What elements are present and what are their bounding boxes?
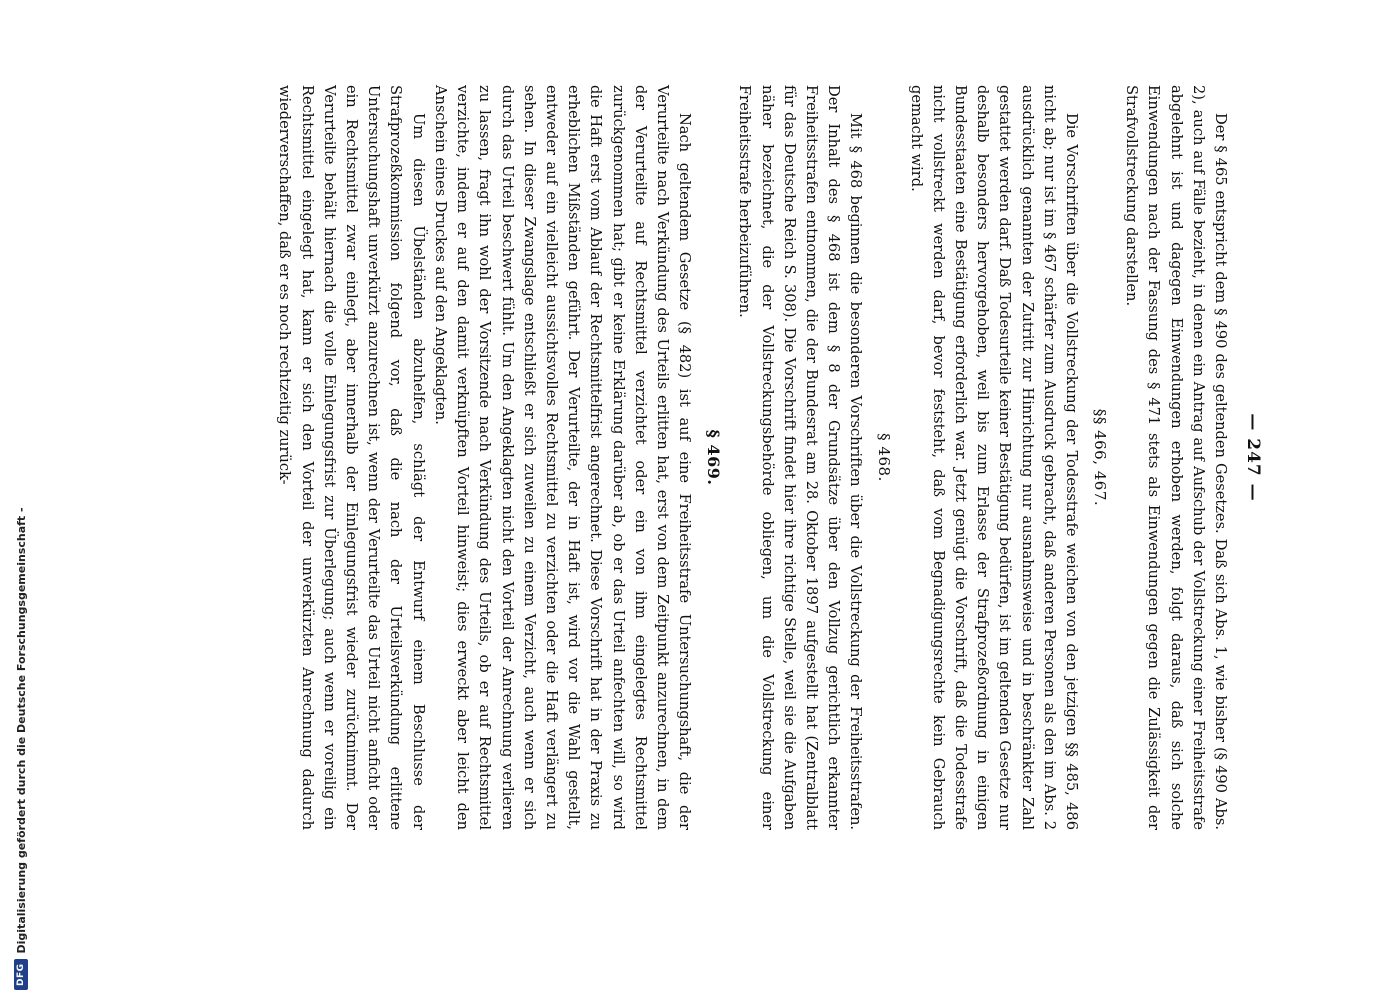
footer-credit [14, 507, 28, 990]
section-466-467 [904, 85, 1112, 830]
section-469 [273, 85, 725, 830]
paragraph: Mit § 468 beginnen die besonderen Vorschriften über die Vollstreckung der Freiheitsstrafen. Der Inhalt des § 468 ist dem § 8 der Grundsätze über den Vollzug gerichtlich erkannter Freiheitsstrafen entnommen, die der Bundesrat am 28. Oktober 1897 aufgestellt hat (Zentralblatt für das Deutsche Reich S. 308). Die Vorschrift findet hier ihre richtige Stelle, weil sie die Aufgaben näher bezeichnet, die der Vollstreckungsbehörde obliegen, um die Vollstreckung einer Freiheitsstrafe herbeizuführen. [736, 85, 865, 830]
section-heading: § 469. [704, 429, 724, 486]
footer-text: Digitalisierung gefördert durch die Deutsche Forschungsgemeinschaft - [14, 507, 28, 954]
section-468 [733, 85, 896, 830]
paragraph: Die Vorschriften über die Vollstreckung der Todesstrafe weichen von den jetzigen §§ 485, 486 nicht ab; nur ist im § 467 schärfer zum Ausdruck gebracht, daß anderen Personen als den im Abs. 2 ausdrücklich genannten der Zutritt zur Hinrichtung nur ausnahmsweise und in beschränkter Zahl gestattet werden darf. Daß Todesurteile keiner Bestätigung bedürfen, ist im geltenden Gesetze nur deshalb besonders hervorgehoben, weil bis zum Erlasse der Strafprozeßordnung in einigen Bundesstaaten eine Bestätigung erforderlich war. Jetzt genügt die Vorschrift, daß die Todesstrafe nicht vollstreckt werden darf, bevor feststeht, daß vom Begnadigungsrechte kein Gebrauch gemacht wird. [907, 85, 1080, 830]
rotated-page [123, 85, 1263, 830]
section-465 [1120, 85, 1231, 830]
document-page [123, 85, 1263, 830]
page-number: — 247 — [1243, 413, 1263, 502]
dfg-logo: DFG [14, 959, 28, 990]
paragraph: Um diesen Übelständen abzuhelfen, schlägt der Entwurf einem Beschlusse der Strafprozeßkommission folgend vor, daß die nach der Urteilsverkündung erlittene Untersuchungshaft unverkürzt anzurechnen ist, wenn der Verurteilte das Urteil nicht anficht oder ein Rechtsmittel zwar einlegt, aber innerhalb der Einlegungsfrist wieder zurücknimmt. Der Verurteilte behält hiernach die volle Einlegungsfrist zur Überlegung; auch wenn er voreilig ein Rechtsmittel eingelegt hat, kann er sich den Vorteil der unverkürzten Anrechnung dadurch wiederverschaffen, daß er es noch rechtzeitig zurück- [276, 85, 427, 830]
footer-strip [0, 0, 28, 1000]
section-heading: §§ 466, 467. [1090, 408, 1109, 507]
paragraph: Der § 465 entspricht dem § 490 des geltenden Gesetzes. Daß sich Abs. 1, wie bisher (§ 490 Abs. 2), auch auf Fälle bezieht, in denen ein Antrag auf Aufschub der Vollstreckung einer Freiheitsstrafe abgelehnt ist und dagegen Einwendungen erhoben werden, folgt daraus, daß sich solche Einwendungen nach der Fassung des § 471 stets als Einwendungen gegen die Zulässigkeit der Strafvollstreckung darstellen. [1123, 85, 1229, 830]
section-heading: § 468. [875, 433, 894, 482]
paragraph: Nach geltendem Gesetze (§ 482) ist auf eine Freiheitsstrafe Untersuchungshaft, die der Verurteilte nach Verkündung des Urteils erlitten hat, erst von dem Zeitpunkt anzurechnen, in dem der Verurteilte auf Rechtsmittel verzichtet oder ein von ihm eingelegtes Rechtsmittel zurückgenommen hat; gibt er keine Erklärung darüber ab, ob er das Urteil anfechten will, so wird die Haft erst vom Ablauf der Rechtsmittelfrist angerechnet. Diese Vorschrift hat in der Praxis zu erheblichen Mißständen geführt. Der Verurteilte, der in Haft ist, wird vor die Wahl gestellt, entweder auf ein vielleicht aussichtsvolles Rechtsmittel zu verzichten oder die Haft verlängert zu sehen. In dieser Zwangslage entschließt er sich zuweilen zu einem Verzicht, auch wenn er sich durch das Urteil beschwert fühlt. Um den Angeklagten nicht den Vorteil der Anrechnung verlieren zu lassen, fragt ihn wohl der Vorsitzende nach Verkündung des Urteils, ob er auf Rechtsmittel verzichte, indem er auf den damit verknüpften Vorteil hinweist; dies erweckt aber leicht den Anschein eines Druckes auf den Angeklagten. [431, 85, 694, 830]
